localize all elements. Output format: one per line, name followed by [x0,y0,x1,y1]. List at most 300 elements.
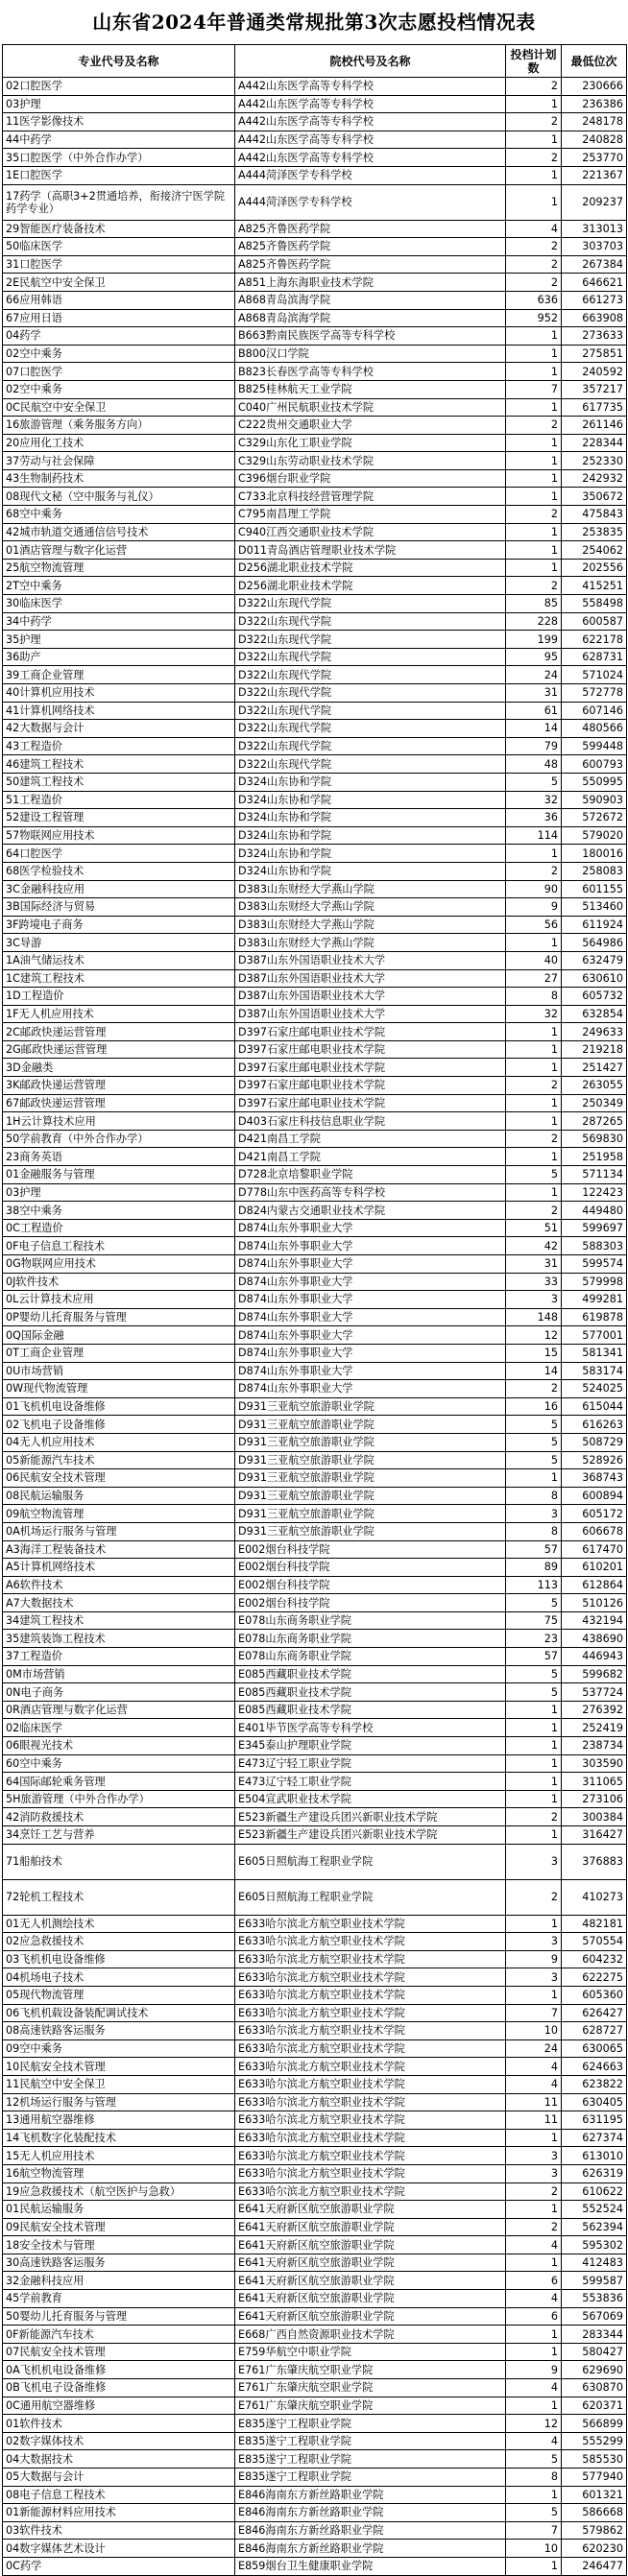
cell-school: E835遂宁工程职业学院 [235,2450,506,2469]
cell-min-rank: 663908 [562,309,627,327]
cell-major: 13通用航空器维修 [3,2111,235,2130]
cell-plan: 85 [506,595,562,613]
table-row [3,595,627,613]
cell-major: 30高速铁路客运服务 [3,2254,235,2272]
cell-min-rank: 599697 [562,1219,627,1237]
cell-min-rank: 601321 [562,2486,627,2504]
cell-plan: 36 [506,809,562,827]
table-row [3,2469,627,2487]
cell-plan: 6 [506,2307,562,2326]
cell-school: E761广东肇庆航空职业学院 [235,2379,506,2397]
table-row [3,1077,627,1095]
cell-major: 0Q国际金融 [3,1326,235,1345]
cell-min-rank: 475843 [562,506,627,524]
cell-plan: 7 [506,380,562,398]
cell-min-rank: 628731 [562,648,627,666]
cell-plan: 1 [506,523,562,541]
cell-min-rank: 180016 [562,845,627,863]
cell-major: 67应用日语 [3,309,235,327]
cell-plan: 2 [506,2218,562,2236]
table-row [3,1202,627,1220]
cell-min-rank: 567069 [562,2307,627,2326]
table-row [3,2004,627,2022]
cell-min-rank: 376883 [562,1844,627,1879]
table-row [3,1630,627,1648]
table-row [3,184,627,220]
cell-min-rank: 446943 [562,1648,627,1666]
cell-min-rank: 569830 [562,1130,627,1148]
table-row [3,2058,627,2076]
cell-school: D403石家庄科技信息职业学院 [235,1112,506,1131]
cell-plan: 23 [506,1630,562,1648]
cell-min-rank: 605172 [562,1505,627,1523]
cell-major: 02空中乘务 [3,345,235,363]
cell-school: C733北京科技经营管理学院 [235,488,506,506]
table-row [3,238,627,256]
cell-major: 50临床医学 [3,238,235,256]
cell-school: E633哈尔滨北方航空职业技术学院 [235,1950,506,1968]
cell-major: 1D工程造价 [3,988,235,1006]
cell-plan: 952 [506,309,562,327]
table-row [3,434,627,452]
table-row [3,791,627,809]
cell-min-rank: 510126 [562,1594,627,1612]
cell-min-rank: 616263 [562,1416,627,1434]
cell-min-rank: 228344 [562,434,627,452]
table-row [3,113,627,131]
cell-school: B825桂林航天工业学院 [235,380,506,398]
cell-major: 1F无人机应用技术 [3,1005,235,1023]
cell-min-rank: 599587 [562,2272,627,2290]
cell-major: 0U市场营销 [3,1362,235,1380]
cell-plan: 42 [506,1237,562,1255]
cell-school: D322山东现代学院 [235,684,506,703]
table-row [3,1986,627,2004]
cell-major: 34烹饪工艺与营养 [3,1826,235,1845]
header-row [3,45,627,78]
cell-min-rank: 606678 [562,1522,627,1540]
cell-min-rank: 610201 [562,1559,627,1577]
cell-school: E835遂宁工程职业学院 [235,2415,506,2433]
cell-major: 3C金融科技应用 [3,880,235,898]
cell-major: 34中药学 [3,612,235,631]
table-body [3,78,627,2576]
cell-min-rank: 613010 [562,2147,627,2165]
cell-major: 01无人机测绘技术 [3,1915,235,1933]
table-row [3,1540,627,1559]
cell-plan: 1 [506,166,562,184]
cell-school: E633哈尔滨北方航空职业技术学院 [235,2164,506,2182]
cell-major: 0L云计算技术应用 [3,1291,235,1309]
cell-major: 72轮机工程技术 [3,1879,235,1915]
admission-table [2,44,627,2576]
cell-school: D324山东协和学院 [235,773,506,791]
cell-plan: 1 [506,1701,562,1719]
table-row [3,1237,627,1255]
cell-major: 11民航空中安全保卫 [3,2075,235,2093]
table-row [3,380,627,398]
cell-plan: 2 [506,274,562,292]
cell-plan: 90 [506,880,562,898]
cell-min-rank: 528926 [562,1451,627,1469]
cell-major: 45学前教育 [3,2290,235,2308]
table-row [3,755,627,774]
table-row [3,2432,627,2450]
cell-min-rank: 646621 [562,274,627,292]
table-row [3,1059,627,1077]
table-row [3,452,627,470]
table-row [3,2022,627,2040]
cell-min-rank: 630870 [562,2379,627,2397]
cell-min-rank: 273633 [562,327,627,346]
cell-min-rank: 240828 [562,131,627,149]
cell-plan: 15 [506,1344,562,1362]
cell-min-rank: 566899 [562,2415,627,2433]
cell-min-rank: 577940 [562,2469,627,2487]
cell-school: E641天府新区航空旅游职业学院 [235,2236,506,2254]
table-row [3,1255,627,1274]
cell-plan: 1 [506,2254,562,2272]
cell-plan: 1 [506,1112,562,1131]
cell-school: E835遂宁工程职业学院 [235,2469,506,2487]
cell-major: 31口腔医学 [3,255,235,274]
cell-min-rank: 553836 [562,2290,627,2308]
cell-school: E846海南东方新丝路职业学院 [235,2540,506,2558]
cell-school: A442山东医学高等专科学校 [235,95,506,113]
cell-school: D728北京培黎职业学院 [235,1166,506,1184]
cell-plan: 5 [506,1433,562,1451]
cell-school: D322山东现代学院 [235,595,506,613]
table-row [3,1112,627,1131]
cell-major: A3海洋工程装备技术 [3,1540,235,1559]
cell-plan: 3 [506,1291,562,1309]
cell-min-rank: 219218 [562,1040,627,1059]
cell-major: 0B飞机电子设备维修 [3,2379,235,2397]
cell-school: D874山东外事职业大学 [235,1326,506,1345]
cell-min-rank: 632854 [562,1005,627,1023]
table-row [3,2129,627,2147]
cell-major: 08电子信息工程技术 [3,2486,235,2504]
cell-plan: 1 [506,1986,562,2004]
cell-school: E002烟台科技学院 [235,1594,506,1612]
cell-school: D824内蒙古交通职业技术学院 [235,1202,506,1220]
cell-school: E633哈尔滨北方航空职业技术学院 [235,2004,506,2022]
cell-plan: 1 [506,1754,562,1773]
cell-plan: 40 [506,951,562,969]
cell-plan: 1 [506,452,562,470]
cell-min-rank: 631195 [562,2111,627,2130]
cell-major: 0F电子信息工程技术 [3,1237,235,1255]
table-row [3,2540,627,2558]
cell-school: C040广州民航职业技术学院 [235,398,506,417]
cell-school: D397石家庄邮电职业技术学院 [235,1077,506,1095]
table-row [3,845,627,863]
table-row [3,2504,627,2522]
cell-major: 09航空物流管理 [3,1505,235,1523]
table-row [3,149,627,167]
table-row [3,2326,627,2344]
cell-min-rank: 611924 [562,916,627,934]
cell-major: 52建设工程管理 [3,809,235,827]
cell-plan: 4 [506,220,562,238]
cell-major: 34建筑工程技术 [3,1611,235,1630]
cell-plan: 32 [506,791,562,809]
cell-school: D874山东外事职业大学 [235,1237,506,1255]
cell-school: E668广西自然资源职业技术学院 [235,2326,506,2344]
cell-min-rank: 267384 [562,255,627,274]
cell-plan: 16 [506,1397,562,1416]
cell-min-rank: 571024 [562,666,627,684]
cell-plan: 2 [506,1077,562,1095]
cell-plan: 1 [506,2557,562,2575]
cell-school: D387山东外国语职业技术大学 [235,988,506,1006]
cell-major: 10民航安全技术管理 [3,2058,235,2076]
cell-major: 39工商企业管理 [3,666,235,684]
cell-school: E846海南东方新丝路职业学院 [235,2521,506,2540]
cell-school: D874山东外事职业大学 [235,1380,506,1398]
table-row [3,1665,627,1683]
cell-min-rank: 590903 [562,791,627,809]
cell-plan: 3 [506,1505,562,1523]
cell-plan: 4 [506,2236,562,2254]
cell-plan: 12 [506,1326,562,1345]
table-row [3,1790,627,1808]
cell-plan: 1 [506,1826,562,1845]
cell-plan: 2 [506,238,562,256]
cell-min-rank: 607146 [562,702,627,720]
cell-plan: 1 [506,1719,562,1737]
cell-plan: 1 [506,541,562,560]
cell-plan: 2 [506,1202,562,1220]
cell-school: D931三亚航空旅游职业学院 [235,1397,506,1416]
cell-major: 30临床医学 [3,595,235,613]
cell-plan: 1 [506,1023,562,1041]
table-row [3,1148,627,1166]
cell-major: 04机场电子技术 [3,1968,235,1987]
cell-major: 71船舶技术 [3,1844,235,1879]
table-row [3,1308,627,1326]
cell-major: 01飞机机电设备维修 [3,1397,235,1416]
cell-major: 05新能源汽车技术 [3,1451,235,1469]
cell-plan: 1 [506,2326,562,2344]
cell-min-rank: 230666 [562,78,627,96]
cell-school: E846海南东方新丝路职业学院 [235,2504,506,2522]
cell-school: A825齐鲁医药学院 [235,238,506,256]
table-row [3,2343,627,2361]
cell-major: 3K邮政快递运营管理 [3,1077,235,1095]
table-row [3,631,627,649]
cell-major: 42消防救援技术 [3,1808,235,1826]
table-row [3,720,627,738]
cell-plan: 5 [506,1594,562,1612]
cell-min-rank: 628727 [562,2022,627,2040]
cell-school: E078山东商务职业学院 [235,1611,506,1630]
table-row [3,1219,627,1237]
cell-plan: 2 [506,1808,562,1826]
cell-plan: 1 [506,1790,562,1808]
cell-major: 0A机场运行服务与管理 [3,1522,235,1540]
cell-min-rank: 410273 [562,1879,627,1915]
table-row [3,2201,627,2219]
cell-min-rank: 303703 [562,238,627,256]
cell-plan: 2 [506,577,562,595]
cell-min-rank: 627374 [562,2129,627,2147]
cell-school: A442山东医学高等专科学校 [235,149,506,167]
cell-school: E641天府新区航空旅游职业学院 [235,2307,506,2326]
cell-school: D322山东现代学院 [235,737,506,755]
cell-plan: 33 [506,1273,562,1291]
table-row [3,951,627,969]
cell-major: 01软件技术 [3,2415,235,2433]
cell-major: 0J软件技术 [3,1273,235,1291]
cell-major: 38空中乘务 [3,1202,235,1220]
cell-min-rank: 617735 [562,398,627,417]
cell-min-rank: 661273 [562,291,627,309]
cell-school: E085西藏职业技术学院 [235,1701,506,1719]
cell-school: E473辽宁轻工职业学院 [235,1773,506,1791]
cell-major: 02临床医学 [3,1719,235,1737]
cell-plan: 4 [506,2058,562,2076]
cell-major: 46建筑工程技术 [3,755,235,774]
table-row [3,1344,627,1362]
table-row [3,862,627,880]
table-row [3,826,627,845]
cell-plan: 1 [506,398,562,417]
cell-plan: 27 [506,969,562,988]
cell-min-rank: 558498 [562,595,627,613]
cell-plan: 4 [506,2379,562,2397]
cell-major: 35口腔医学（中外合作办学） [3,149,235,167]
cell-min-rank: 550995 [562,773,627,791]
table-row [3,1469,627,1488]
cell-school: C222贵州交通职业大学 [235,417,506,435]
cell-school: D322山东现代学院 [235,702,506,720]
cell-min-rank: 626427 [562,2004,627,2022]
cell-min-rank: 605732 [562,988,627,1006]
table-row [3,1094,627,1112]
cell-plan: 57 [506,1648,562,1666]
cell-min-rank: 273106 [562,1790,627,1808]
cell-min-rank: 524025 [562,1380,627,1398]
cell-school: D397石家庄邮电职业技术学院 [235,1023,506,1041]
cell-school: E401毕节医学高等专科学校 [235,1719,506,1737]
table-row [3,469,627,488]
cell-school: D324山东协和学院 [235,826,506,845]
table-row [3,1183,627,1202]
cell-major: A6软件技术 [3,1576,235,1594]
cell-school: D322山东现代学院 [235,648,506,666]
table-row [3,417,627,435]
cell-plan: 8 [506,1487,562,1505]
table-row [3,1291,627,1309]
table-row [3,2290,627,2308]
table-row [3,1594,627,1612]
cell-school: E633哈尔滨北方航空职业技术学院 [235,2022,506,2040]
cell-major: 35护理 [3,631,235,649]
table-row [3,1166,627,1184]
cell-school: E641天府新区航空旅游职业学院 [235,2254,506,2272]
cell-min-rank: 357217 [562,380,627,398]
cell-school: E085西藏职业技术学院 [235,1683,506,1702]
cell-min-rank: 610622 [562,2182,627,2201]
cell-min-rank: 311065 [562,1773,627,1791]
cell-min-rank: 263055 [562,1077,627,1095]
cell-plan: 11 [506,2111,562,2130]
cell-school: E633哈尔滨北方航空职业技术学院 [235,2147,506,2165]
cell-min-rank: 624663 [562,2058,627,2076]
cell-min-rank: 122423 [562,1183,627,1202]
table-row [3,363,627,381]
table-row [3,1826,627,1845]
cell-min-rank: 552524 [562,2201,627,2219]
cell-major: 17药学（高职3+2贯通培养，衔接济宁医学院药学专业） [3,184,235,220]
cell-plan: 5 [506,1451,562,1469]
cell-school: E846海南东方新丝路职业学院 [235,2486,506,2504]
cell-major: 37劳动与社会保障 [3,452,235,470]
cell-plan: 1 [506,2129,562,2147]
table-row [3,1773,627,1791]
table-row [3,666,627,684]
cell-plan: 14 [506,720,562,738]
cell-school: D421南昌工学院 [235,1130,506,1148]
cell-major: 25航空物流管理 [3,559,235,577]
cell-plan: 8 [506,1522,562,1540]
table-row [3,1005,627,1023]
cell-school: E473辽宁轻工职业学院 [235,1754,506,1773]
cell-school: B800汉口学院 [235,345,506,363]
cell-min-rank: 248178 [562,113,627,131]
cell-min-rank: 632479 [562,951,627,969]
table-row [3,612,627,631]
cell-major: 51工程造价 [3,791,235,809]
cell-school: E605日照航海工程职业学院 [235,1879,506,1915]
cell-school: D383山东财经大学燕山学院 [235,916,506,934]
cell-school: C329山东化工职业学院 [235,434,506,452]
cell-school: D387山东外国语职业技术大学 [235,969,506,988]
cell-school: D256湖北职业技术学院 [235,577,506,595]
cell-school: E085西藏职业技术学院 [235,1665,506,1683]
cell-school: E605日照航海工程职业学院 [235,1844,506,1879]
header-major: 专业代号及名称 [3,45,235,78]
cell-major: 04药学 [3,327,235,346]
cell-min-rank: 350672 [562,488,627,506]
table-row [3,1915,627,1933]
cell-school: D874山东外事职业大学 [235,1362,506,1380]
cell-plan: 3 [506,1968,562,1987]
cell-school: D874山东外事职业大学 [235,1273,506,1291]
table-row [3,2039,627,2058]
cell-plan: 4 [506,2432,562,2450]
table-row [3,2397,627,2415]
cell-min-rank: 620230 [562,2540,627,2558]
cell-major: 66应用韩语 [3,291,235,309]
cell-school: A851上海东海职业技术学院 [235,274,506,292]
cell-school: A442山东医学高等专科学校 [235,78,506,96]
cell-min-rank: 415251 [562,577,627,595]
cell-plan: 148 [506,1308,562,1326]
table-row [3,398,627,417]
cell-major: 01新能源材料应用技术 [3,2504,235,2522]
cell-major: 07口腔医学 [3,363,235,381]
cell-min-rank: 283344 [562,2326,627,2344]
cell-min-rank: 580427 [562,2343,627,2361]
cell-major: 3B国际经济与贸易 [3,898,235,917]
cell-major: 09民航安全技术管理 [3,2218,235,2236]
cell-major: 15无人机应用技术 [3,2147,235,2165]
cell-school: A825齐鲁医药学院 [235,220,506,238]
cell-min-rank: 480566 [562,720,627,738]
table-row [3,541,627,560]
